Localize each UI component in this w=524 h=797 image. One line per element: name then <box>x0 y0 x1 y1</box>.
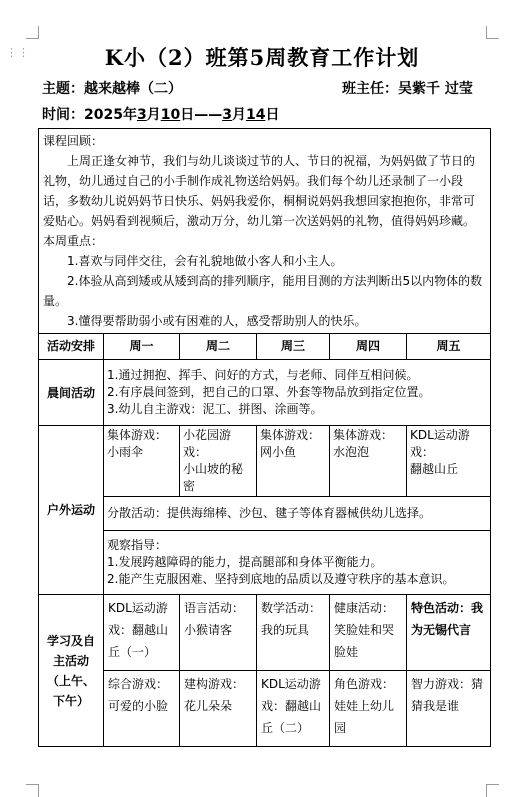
time-end-month: 3 <box>222 107 232 123</box>
morning-line: 2.有序晨间签到，把自己的口罩、外套等物品放到指定位置。 <box>107 385 431 399</box>
study-fri-1: 特色活动：我为无锡代言 <box>407 595 491 671</box>
focus-item: 2.体验从高到矮或从矮到高的排列顺序，能用目测的方法判断出5以内物体的数量。 <box>43 274 483 308</box>
outdoor-game-tue <box>180 426 257 497</box>
game-body: 水泡泡 <box>333 445 370 459</box>
morning-line: 3.幼儿自主游戏：泥工、拼图、涂画等。 <box>107 402 323 416</box>
focus-item: 1.喜欢与同伴交往，会有礼貌地做小客人和小主人。 <box>67 254 343 268</box>
theme-line <box>42 78 182 98</box>
guide-title: 观察指导： <box>107 538 168 552</box>
game-title: 集体游戏： <box>107 428 168 442</box>
study-tue-2: 建构游戏：花儿朵朵 <box>180 671 257 747</box>
time-year: 2025年 <box>84 107 137 123</box>
study-label: 学习及自主活动（上午、下午） <box>39 595 104 747</box>
study-tue-1: 语言活动：小猴请客 <box>180 595 257 671</box>
study-fri-2: 智力游戏：猜猜我是谁 <box>407 671 491 747</box>
page-corner-bottom-left <box>26 784 39 797</box>
study-mon-1: KDL运动游戏：翻越山丘（一） <box>104 595 180 671</box>
teacher-line <box>342 78 473 98</box>
game-title: 集体游戏： <box>333 428 394 442</box>
game-body: 小雨伞 <box>107 445 144 459</box>
time-start-month: 3 <box>136 107 147 123</box>
focus-item: 3.懂得要帮助弱小或有困难的人，感受帮助别人的快乐。 <box>67 314 367 328</box>
time-month-unit: 月 <box>231 107 246 123</box>
time-end-day: 14 <box>245 107 266 123</box>
plan-table <box>38 128 491 747</box>
morning-line: 1.通过拥抱、挥手、问好的方式，与老师、同伴互相问候。 <box>107 368 419 382</box>
page-corner-bottom-right <box>486 784 499 797</box>
theme-value: 越来越棒（二） <box>84 81 182 97</box>
page-corner-top-left <box>26 26 39 39</box>
teacher-value: 吴紫千 过莹 <box>398 81 473 97</box>
time-start-day: 10 <box>160 107 181 123</box>
time-line <box>42 104 279 124</box>
study-wed-1: 数学活动：我的玩具 <box>257 595 330 671</box>
game-body: 翻越山丘 <box>410 462 459 476</box>
scatter-activity: 分散活动：提供海绵棒、沙包、毽子等体育器械供幼儿选择。 <box>104 497 491 531</box>
focus-title: 本周重点： <box>43 234 104 248</box>
outdoor-game-fri <box>407 426 491 497</box>
study-thu-2: 角色游戏：娃娃上幼儿园 <box>330 671 407 747</box>
guide-line: 1.发展跨越障碍的能力，提高腿部和身体平衡能力。 <box>107 555 383 569</box>
review-title: 课程回顾： <box>43 134 104 148</box>
time-day-unit: 日 <box>265 107 280 123</box>
game-body: 小山坡的秘密 <box>183 462 244 493</box>
drag-handle-icon[interactable]: ⋮⋮ <box>6 46 30 59</box>
page-title: K小（2）班第5周教育工作计划 <box>104 45 420 70</box>
guide-line: 2.能产生克服困难、坚持到底地的品质以及遵守秩序的基本意识。 <box>107 572 455 586</box>
review-text: 上周正逢女神节，我们与幼儿谈谈过节的人、节日的祝福，为妈妈做了节日的礼物，幼儿通过自己的小手制作成礼物送给妈妈。我们每个幼儿还录制了一小段话，多数幼儿说妈妈节日快乐、妈妈我爱你，桐桐说妈妈我想回家抱抱你，非常可爱贴心。妈妈看到视频后，激动万分，幼儿第一次送妈妈的礼物，值得妈妈珍藏。 <box>43 154 476 228</box>
header-day: 周三 <box>257 334 330 360</box>
teacher-label: 班主任： <box>342 81 398 97</box>
game-title: 集体游戏： <box>260 428 321 442</box>
time-separator: 日—— <box>180 107 223 123</box>
outdoor-game-wed <box>257 426 330 497</box>
header-activity: 活动安排 <box>39 334 104 360</box>
page-corner-top-right <box>486 26 499 39</box>
study-thu-1: 健康活动：笑脸娃和哭脸娃 <box>330 595 407 671</box>
morning-label: 晨间活动 <box>39 360 104 426</box>
outdoor-game-thu <box>330 426 407 497</box>
study-wed-2: KDL运动游戏：翻越山丘（二） <box>257 671 330 747</box>
header-day: 周四 <box>330 334 407 360</box>
header-day: 周五 <box>407 334 491 360</box>
study-mon-2: 综合游戏：可爱的小脸 <box>104 671 180 747</box>
theme-label: 主题： <box>42 81 84 97</box>
outdoor-label: 户外运动 <box>39 426 104 595</box>
outdoor-game-mon <box>104 426 180 497</box>
time-month-unit: 月 <box>146 107 161 123</box>
game-body: 网小鱼 <box>260 445 297 459</box>
morning-cell <box>104 360 491 426</box>
time-label: 时间： <box>42 107 84 123</box>
header-day: 周一 <box>104 334 180 360</box>
guide-cell <box>104 531 491 595</box>
intro-cell <box>39 129 491 334</box>
game-title: KDL运动游戏： <box>410 428 470 459</box>
game-title: 小花园游戏： <box>183 428 232 459</box>
header-day: 周二 <box>180 334 257 360</box>
